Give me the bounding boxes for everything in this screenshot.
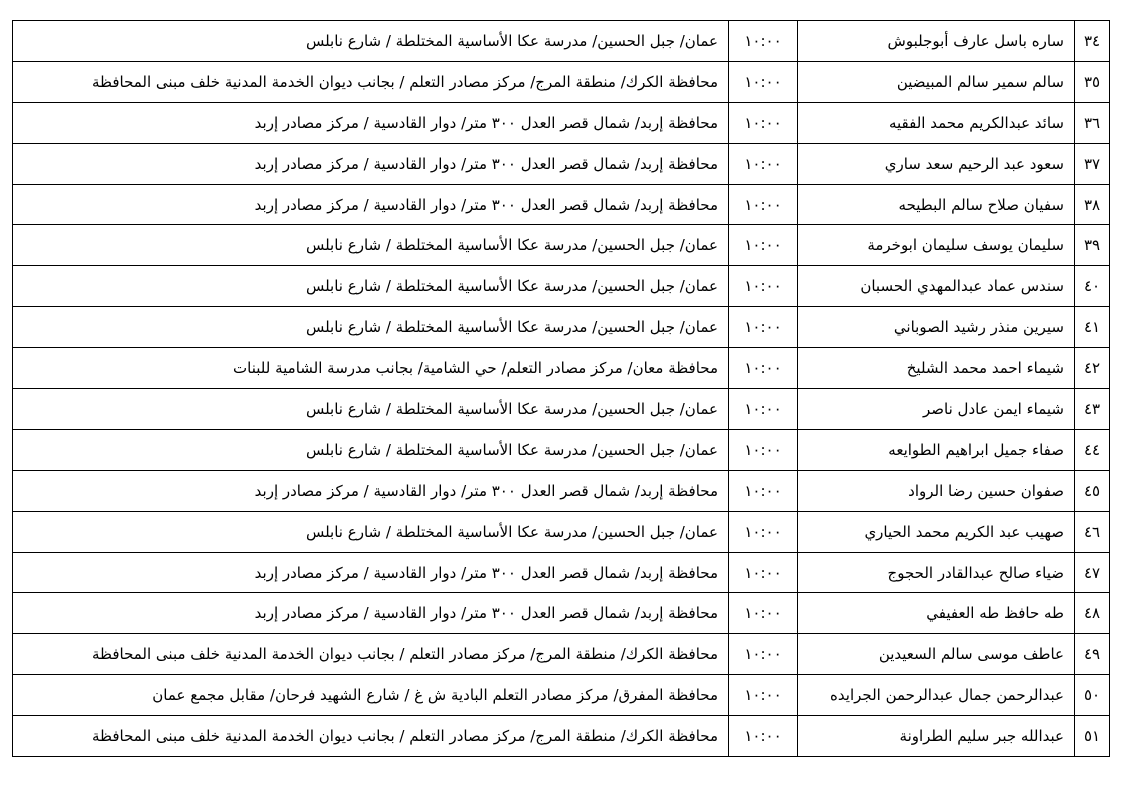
row-number: ٣٧ <box>1075 143 1110 184</box>
person-name: عاطف موسى سالم السعيدين <box>798 634 1075 675</box>
table-row <box>13 675 1110 716</box>
exam-time: ١٠:٠٠ <box>729 307 798 348</box>
row-number: ٤٢ <box>1075 348 1110 389</box>
person-name: صفوان حسين رضا الرواد <box>798 470 1075 511</box>
exam-location: محافظة إربد/ شمال قصر العدل ٣٠٠ متر/ دوار القادسية / مركز مصادر إربد <box>13 102 729 143</box>
person-name: سفيان صلاح سالم البطيحه <box>798 184 1075 225</box>
table-row <box>13 470 1110 511</box>
row-number: ٥٠ <box>1075 675 1110 716</box>
person-name: عبدالله جبر سليم الطراونة <box>798 716 1075 757</box>
exam-time: ١٠:٠٠ <box>729 184 798 225</box>
exam-location: عمان/ جبل الحسين/ مدرسة عكا الأساسية المختلطة / شارع نابلس <box>13 511 729 552</box>
table-row <box>13 348 1110 389</box>
table-row <box>13 266 1110 307</box>
table-row <box>13 593 1110 634</box>
row-number: ٤٣ <box>1075 389 1110 430</box>
table-row <box>13 511 1110 552</box>
exam-time: ١٠:٠٠ <box>729 348 798 389</box>
row-number: ٤٦ <box>1075 511 1110 552</box>
table-row <box>13 634 1110 675</box>
exam-location: محافظة الكرك/ منطقة المرج/ مركز مصادر التعلم / بجانب ديوان الخدمة المدنية خلف مبنى المحافظة <box>13 61 729 102</box>
exam-time: ١٠:٠٠ <box>729 634 798 675</box>
exam-location: عمان/ جبل الحسين/ مدرسة عكا الأساسية المختلطة / شارع نابلس <box>13 266 729 307</box>
exam-time: ١٠:٠٠ <box>729 552 798 593</box>
table-row <box>13 143 1110 184</box>
row-number: ٤٠ <box>1075 266 1110 307</box>
table-row <box>13 184 1110 225</box>
exam-time: ١٠:٠٠ <box>729 716 798 757</box>
exam-time: ١٠:٠٠ <box>729 143 798 184</box>
exam-location: محافظة إربد/ شمال قصر العدل ٣٠٠ متر/ دوار القادسية / مركز مصادر إربد <box>13 143 729 184</box>
table-row <box>13 102 1110 143</box>
row-number: ٤٩ <box>1075 634 1110 675</box>
table-row <box>13 61 1110 102</box>
exam-location: عمان/ جبل الحسين/ مدرسة عكا الأساسية المختلطة / شارع نابلس <box>13 21 729 62</box>
person-name: عبدالرحمن جمال عبدالرحمن الجرايده <box>798 675 1075 716</box>
exam-time: ١٠:٠٠ <box>729 61 798 102</box>
person-name: سندس عماد عبدالمهدي الحسبان <box>798 266 1075 307</box>
exam-location: محافظة الكرك/ منطقة المرج/ مركز مصادر التعلم / بجانب ديوان الخدمة المدنية خلف مبنى المحافظة <box>13 634 729 675</box>
schedule-table <box>12 20 1110 757</box>
exam-time: ١٠:٠٠ <box>729 429 798 470</box>
schedule-table-body <box>13 21 1110 757</box>
exam-time: ١٠:٠٠ <box>729 21 798 62</box>
exam-time: ١٠:٠٠ <box>729 675 798 716</box>
person-name: شيماء احمد محمد الشليخ <box>798 348 1075 389</box>
table-row <box>13 552 1110 593</box>
row-number: ٣٥ <box>1075 61 1110 102</box>
exam-time: ١٠:٠٠ <box>729 102 798 143</box>
row-number: ٣٩ <box>1075 225 1110 266</box>
person-name: ساره باسل عارف أبوجلبوش <box>798 21 1075 62</box>
table-row <box>13 429 1110 470</box>
exam-location: عمان/ جبل الحسين/ مدرسة عكا الأساسية المختلطة / شارع نابلس <box>13 225 729 266</box>
exam-location: محافظة الكرك/ منطقة المرج/ مركز مصادر التعلم / بجانب ديوان الخدمة المدنية خلف مبنى المحافظة <box>13 716 729 757</box>
row-number: ٣٨ <box>1075 184 1110 225</box>
row-number: ٤١ <box>1075 307 1110 348</box>
exam-location: محافظة إربد/ شمال قصر العدل ٣٠٠ متر/ دوار القادسية / مركز مصادر إربد <box>13 552 729 593</box>
person-name: طه حافظ طه العفيفي <box>798 593 1075 634</box>
person-name: سالم سمير سالم المبيضين <box>798 61 1075 102</box>
person-name: صهيب عبد الكريم محمد الحياري <box>798 511 1075 552</box>
exam-location: عمان/ جبل الحسين/ مدرسة عكا الأساسية المختلطة / شارع نابلس <box>13 429 729 470</box>
person-name: سائد عبدالكريم محمد الفقيه <box>798 102 1075 143</box>
table-row <box>13 307 1110 348</box>
exam-location: محافظة المفرق/ مركز مصادر التعلم البادية ش غ / شارع الشهيد فرحان/ مقابل مجمع عمان <box>13 675 729 716</box>
exam-location: محافظة إربد/ شمال قصر العدل ٣٠٠ متر/ دوار القادسية / مركز مصادر إربد <box>13 184 729 225</box>
exam-time: ١٠:٠٠ <box>729 225 798 266</box>
person-name: شيماء ايمن عادل ناصر <box>798 389 1075 430</box>
row-number: ٤٧ <box>1075 552 1110 593</box>
exam-time: ١٠:٠٠ <box>729 470 798 511</box>
person-name: ضياء صالح عبدالقادر الحجوج <box>798 552 1075 593</box>
row-number: ٣٤ <box>1075 21 1110 62</box>
exam-time: ١٠:٠٠ <box>729 266 798 307</box>
exam-time: ١٠:٠٠ <box>729 511 798 552</box>
table-row <box>13 21 1110 62</box>
row-number: ٤٨ <box>1075 593 1110 634</box>
row-number: ٥١ <box>1075 716 1110 757</box>
exam-location: محافظة معان/ مركز مصادر التعلم/ حي الشامية/ بجانب مدرسة الشامية للبنات <box>13 348 729 389</box>
exam-time: ١٠:٠٠ <box>729 389 798 430</box>
exam-location: محافظة إربد/ شمال قصر العدل ٣٠٠ متر/ دوار القادسية / مركز مصادر إربد <box>13 593 729 634</box>
person-name: صفاء جميل ابراهيم الطوايعه <box>798 429 1075 470</box>
table-row <box>13 389 1110 430</box>
person-name: سليمان يوسف سليمان ابوخرمة <box>798 225 1075 266</box>
row-number: ٤٥ <box>1075 470 1110 511</box>
person-name: سيرين منذر رشيد الصوباني <box>798 307 1075 348</box>
document-page <box>12 20 1110 757</box>
exam-location: عمان/ جبل الحسين/ مدرسة عكا الأساسية المختلطة / شارع نابلس <box>13 389 729 430</box>
row-number: ٤٤ <box>1075 429 1110 470</box>
exam-location: محافظة إربد/ شمال قصر العدل ٣٠٠ متر/ دوار القادسية / مركز مصادر إربد <box>13 470 729 511</box>
exam-location: عمان/ جبل الحسين/ مدرسة عكا الأساسية المختلطة / شارع نابلس <box>13 307 729 348</box>
table-row <box>13 716 1110 757</box>
table-row <box>13 225 1110 266</box>
exam-time: ١٠:٠٠ <box>729 593 798 634</box>
person-name: سعود عبد الرحيم سعد ساري <box>798 143 1075 184</box>
row-number: ٣٦ <box>1075 102 1110 143</box>
